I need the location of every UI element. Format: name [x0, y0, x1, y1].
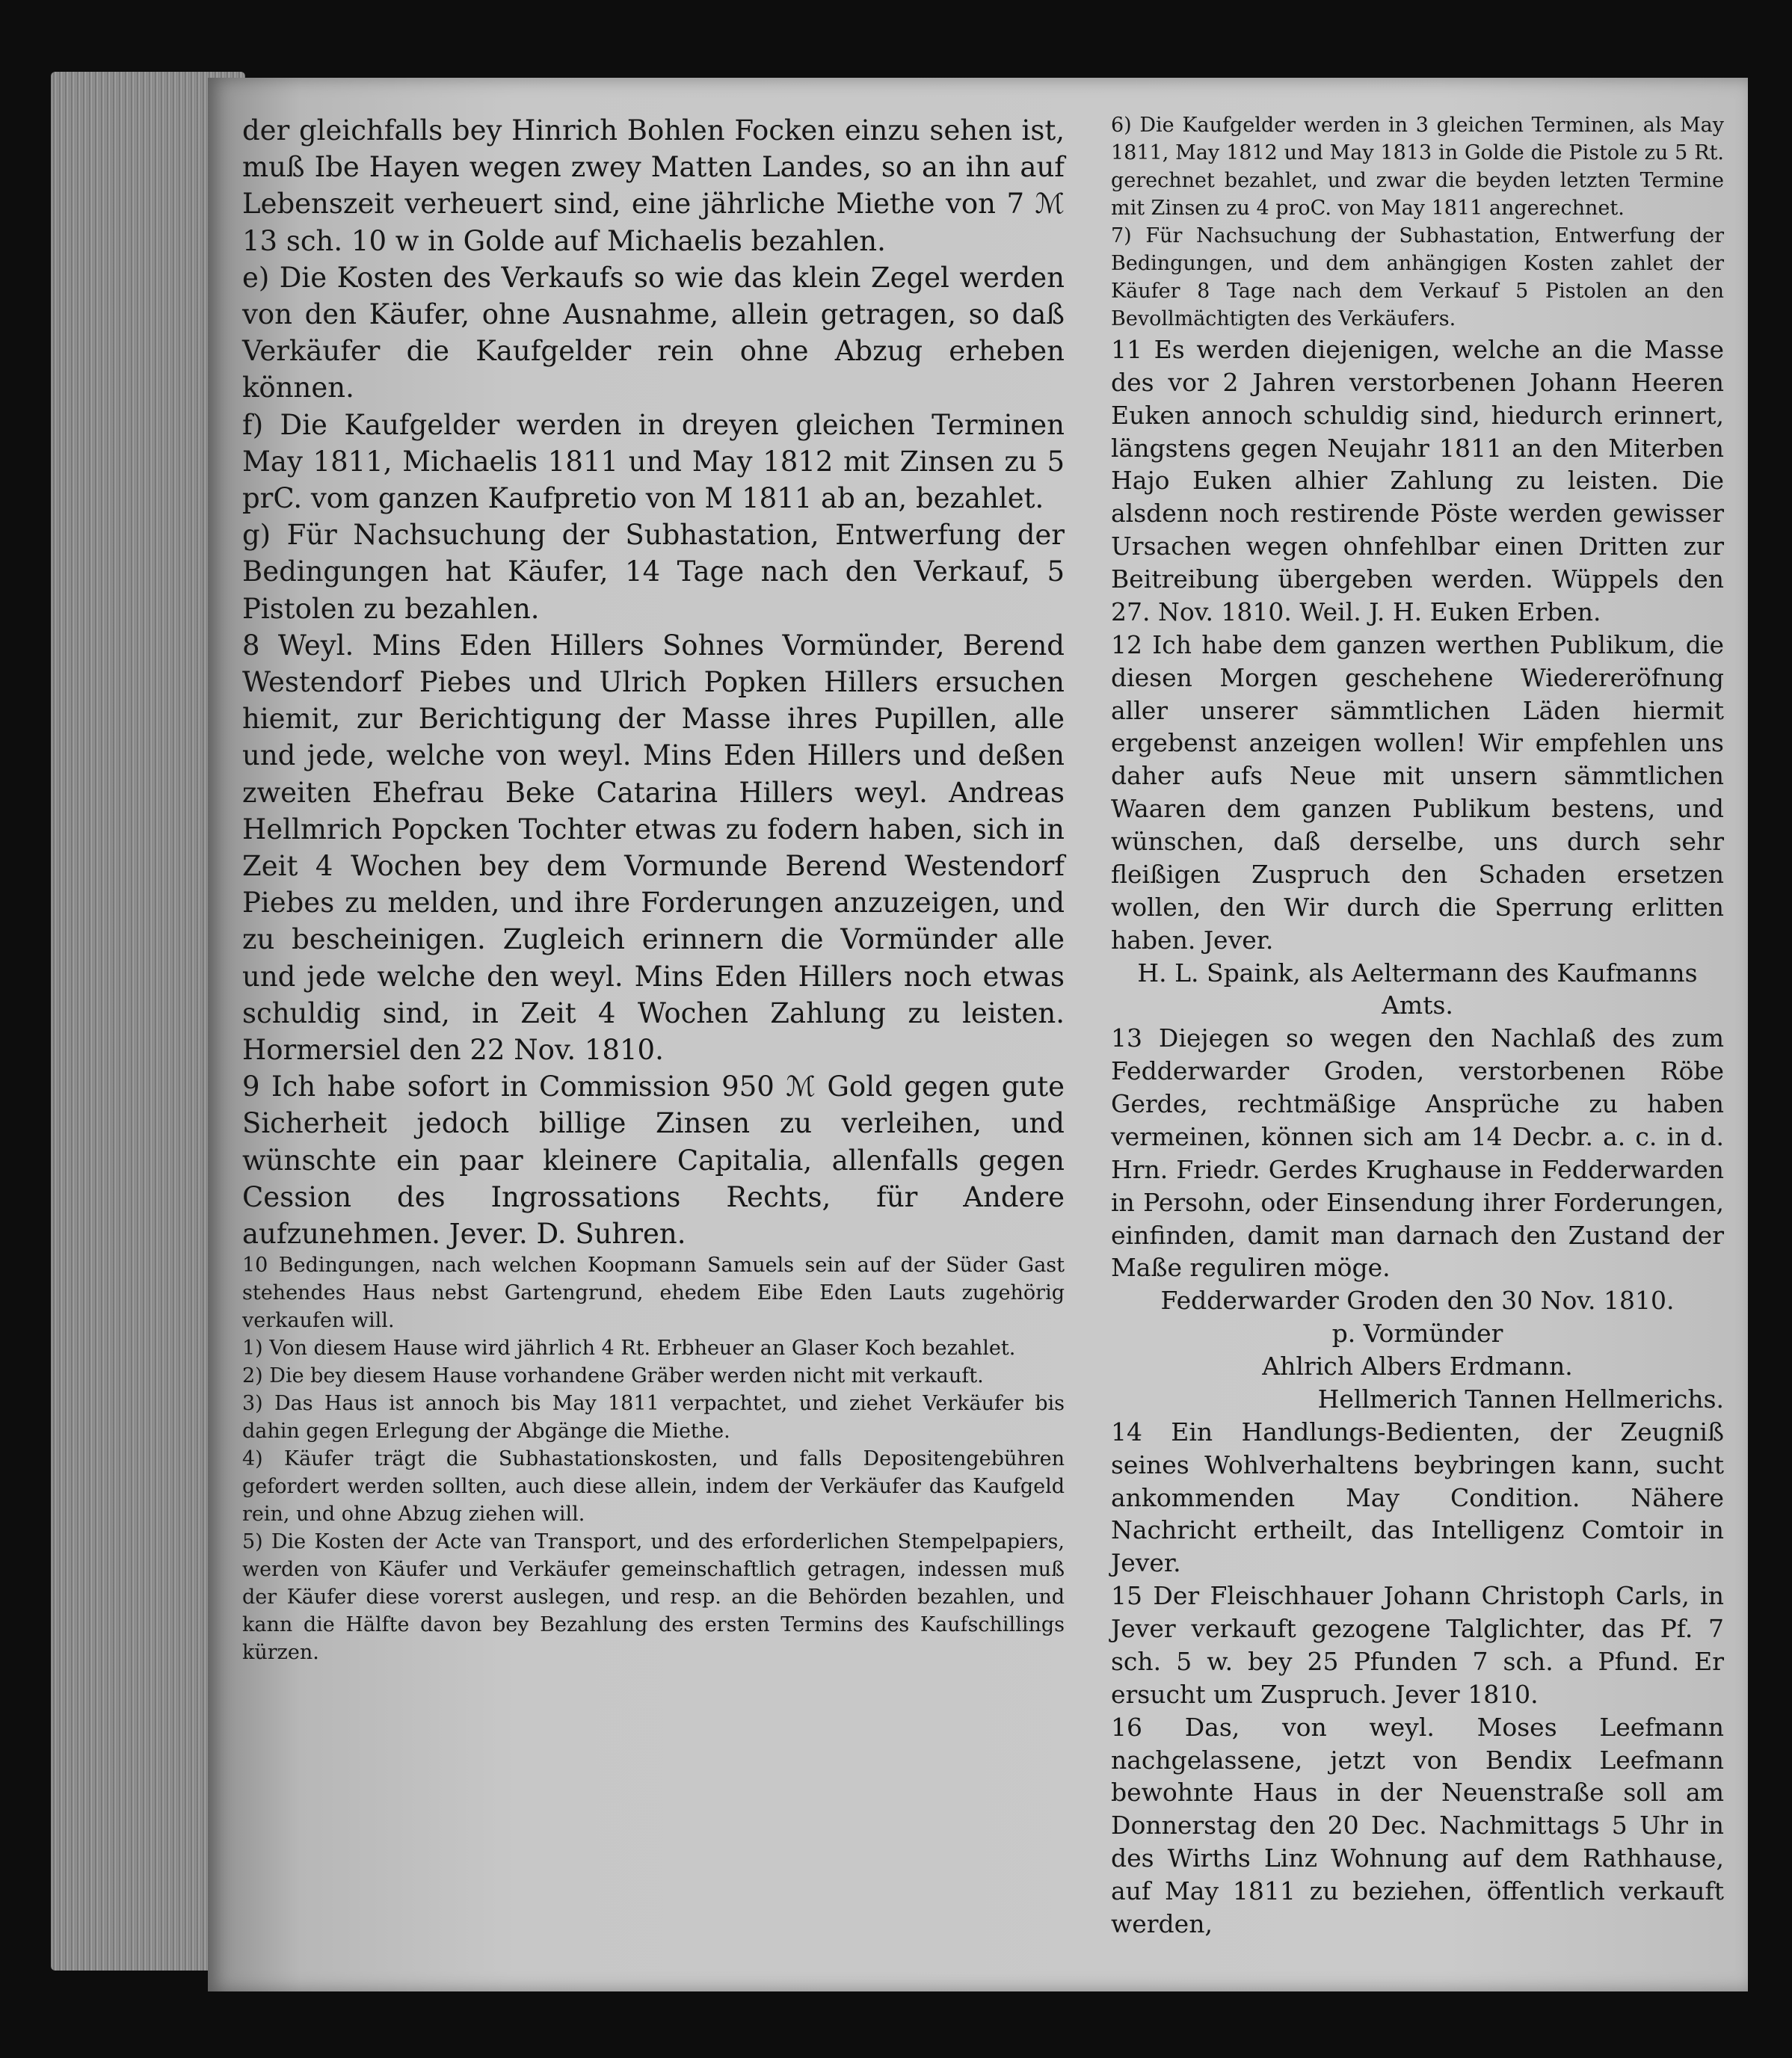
left-column — [242, 112, 1065, 1667]
notice-paragraph: 5) Die Kosten der Acte van Transport, und des erforderlichen Stempelpapiers, werden von Käufer und Verkäufer gemeinschaftlich getragen, indessen muß der Käufer diese vorerst auslegen, und resp. an die Behörden bezahlen, und kann die Hälfte davon bey Bezahlung des ersten Termins des Kaufschillings kürzen. — [242, 1530, 1065, 1665]
notice-paragraph: 10 Bedingungen, nach welchen Koopmann Samuels sein auf der Süder Gast stehendes Haus nebst Gartengrund, ehedem Eibe Eden Lauts zugehörig verkaufen will. — [242, 1254, 1065, 1333]
notice-signature: Ahlrich Albers Erdmann. — [1262, 1352, 1573, 1381]
notice-paragraph: 14 Ein Handlungs-Bedienten, der Zeugniß seines Wohlverhaltens beybringen kann, sucht ankommenden May Condition. Nähere Nachricht ertheilt, das Intelligenz Comtoir in Jever. — [1111, 1417, 1724, 1578]
notice-paragraph: 13 Diejegen so wegen den Nachlaß des zum Fedderwarder Groden, verstorbenen Röbe Gerdes, rechtmäßige Ansprüche zu haben vermeinen, können sich am 14 Decbr. a. c. in d. Hrn. Friedr. Gerdes Krughause in Fedderwarden in Persohn, oder Einsendung ihrer Forderungen, einfinden, damit man darnach den Zustand der Maße reguliren möge. — [1111, 1023, 1724, 1283]
notice-paragraph: e) Die Kosten des Verkaufs so wie das klein Zegel werden von den Käufer, ohne Ausnahme, allein getragen, so daß Verkäufer die Kaufgelder rein ohne Abzug erheben können. — [242, 261, 1065, 404]
notice-paragraph: f) Die Kaufgelder werden in dreyen gleichen Terminen May 1811, Michaelis 1811 und May 1812 mit Zinsen zu 5 prC. vom ganzen Kaufpretio von M 1811 ab an, bezahlet. — [242, 408, 1065, 515]
notice-paragraph: 1) Von diesem Hause wird jährlich 4 Rt. Erbheuer an Glaser Koch bezahlet. — [242, 1337, 1016, 1361]
notice-paragraph: g) Für Nachsuchung der Subhastation, Entwerfung der Bedingungen hat Käufer, 14 Tage nach den Verkauf, 5 Pistolen zu bezahlen. — [242, 519, 1065, 625]
notice-dateline: Fedderwarder Groden den 30 Nov. 1810. — [1160, 1286, 1675, 1316]
notice-paragraph: der gleichfalls bey Hinrich Bohlen Focken einzu sehen ist, muß Ibe Hayen wegen zwey Matten Landes, so an ihn auf Lebenszeit verheuert sind, eine jährliche Miethe von 7 ℳ 13 sch. 10 w in Golde auf Michaelis bezahlen. — [242, 114, 1065, 257]
notice-paragraph: 7) Für Nachsuchung der Subhastation, Entwerfung der Bedingungen, und dem anhängigen Kosten zahlet der Käufer 8 Tage nach dem Verkauf 5 Pistolen an den Bevollmächtigten des Verkäufers. — [1111, 224, 1724, 330]
notice-paragraph: 8 Weyl. Mins Eden Hillers Sohnes Vormünder, Berend Westendorf Piebes und Ulrich Popken Hillers ersuchen hiemit, zur Berichtigung der Masse ihres Pupillen, alle und jede, welche von weyl. Mins Eden Hillers und deßen zweiten Ehefrau Beke Catarina Hillers weyl. Andreas Hellmrich Popcken Tochter etwas zu fodern haben, sich in Zeit 4 Wochen bey dem Vormunde Berend Westendorf Piebes zu melden, und ihre Forderungen anzuzeigen, und zu bescheinigen. Zugleich erinnern die Vormünder alle und jede welche den weyl. Mins Eden Hillers noch etwas schuldig sind, in Zeit 4 Wochen Zahlung zu leisten. Hormersiel den 22 Nov. 1810. — [242, 629, 1065, 1067]
notice-signature: Hellmerich Tannen Hellmerichs. — [1317, 1384, 1724, 1414]
notice-paragraph: 6) Die Kaufgelder werden in 3 gleichen Terminen, als May 1811, May 1812 und May 1813 in Golde die Pistole zu 5 Rt. gerechnet bezahlet, und zwar die beyden letzten Termine mit Zinsen zu 4 proC. von May 1811 angerechnet. — [1111, 114, 1724, 220]
notice-signature: H. L. Spaink, als Aeltermann des Kaufmanns Amts. — [1137, 958, 1698, 1020]
notice-signature: p. Vormünder — [1331, 1319, 1503, 1349]
notice-paragraph: 2) Die bey diesem Hause vorhandene Gräber werden nicht mit verkauft. — [242, 1364, 984, 1388]
right-column — [1111, 112, 1724, 1941]
notice-paragraph: 15 Der Fleischhauer Johann Christoph Carls, in Jever verkauft gezogene Talglichter, das Pf. 7 sch. 5 w. bey 25 Pfunden 7 sch. a Pfund. Er ersucht um Zuspruch. Jever 1810. — [1111, 1581, 1724, 1709]
notice-paragraph: 11 Es werden diejenigen, welche an die Masse des vor 2 Jahren verstorbenen Johann Heeren Euken annoch schuldig sind, hiedurch erinnert, längstens gegen Neujahr 1811 an den Miterben Hajo Euken alhier Zahlung zu leisten. Die alsdenn noch restirende Pöste werden gewisser Ursachen wegen ohnfehlbar einen Dritten zur Beitreibung übergeben werden. Wüppels den 27. Nov. 1810. Weil. J. H. Euken Erben. — [1111, 334, 1724, 626]
notice-paragraph: 16 Das, von weyl. Moses Leefmann nachgelassene, jetzt von Bendix Leefmann bewohnte Haus in der Neuenstraße soll am Donnerstag den 20 Dec. Nachmittags 5 Uhr in des Wirths Linz Wohnung auf dem Rathhause, auf May 1811 zu beziehen, öffentlich verkauft werden, — [1111, 1712, 1724, 1938]
notice-paragraph: 9 Ich habe sofort in Commission 950 ℳ Gold gegen gute Sicherheit jedoch billige Zinsen zu verleihen, und wünschte ein paar kleinere Capitalia, allenfalls gegen Cession des Ingrossations Rechts, für Andere aufzunehmen. Jever. D. Suhren. — [242, 1070, 1065, 1251]
notice-paragraph: 3) Das Haus ist annoch bis May 1811 verpachtet, und ziehet Verkäufer bis dahin gegen Erlegung der Abgänge die Miethe. — [242, 1392, 1065, 1444]
notice-paragraph: 12 Ich habe dem ganzen werthen Publikum, die diesen Morgen geschehene Wiedereröfnung aller unserer sämmtlichen Läden hiermit ergebenst anzeigen wollen! Wir empfehlen uns daher aufs Neue mit unsern sämmtlichen Waaren dem ganzen Publikum bestens, und wünschen, daß derselbe, uns durch sehr fleißigen Zuspruch den Schaden ersetzen wollen, den Wir durch die Sperrung erlitten haben. Jever. — [1111, 629, 1724, 955]
notice-paragraph: 4) Käufer trägt die Subhastationskosten, und falls Depositengebühren gefordert werden sollten, auch diese allein, indem der Verkäufer das Kaufgeld rein, und ohne Abzug ziehen will. — [242, 1447, 1065, 1526]
